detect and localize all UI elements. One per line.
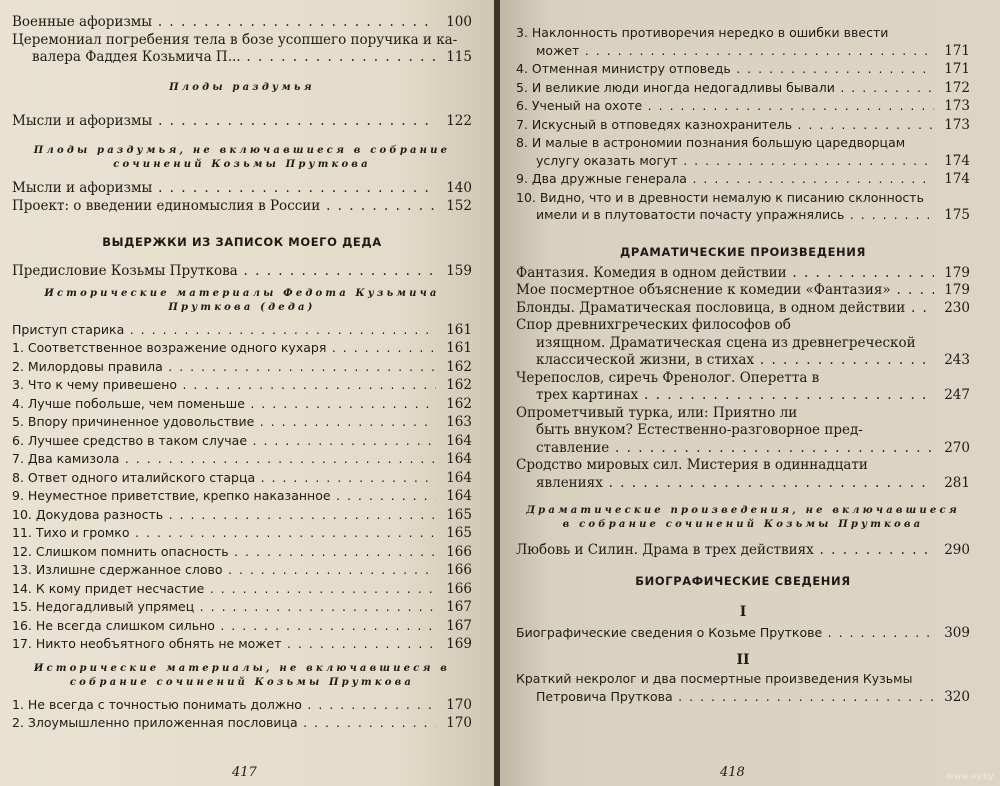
toc-entry: Мысли и афоризмы . . . 122 [12, 113, 472, 131]
toc-entry: 15. Недогадливый упрямец . . . 167 [12, 598, 472, 617]
toc-entry: 17. Никто необъятного обнять не может . . . 169 [12, 635, 472, 654]
toc-entry: 5. Впору причиненное удовольствие . . . 163 [12, 413, 472, 432]
toc-entry: явлениях . . . 281 [516, 475, 970, 493]
toc-entry: 13. Излишне сдержанное слово . . . 166 [12, 561, 472, 580]
toc-list [12, 696, 472, 733]
toc-entry: Мысли и афоризмы . . . 140 [12, 180, 472, 198]
toc-entry: услугу оказать могут . . . 174 [516, 152, 970, 171]
page-number: 417 [232, 765, 257, 780]
toc-entry: может . . . 171 [516, 42, 970, 61]
part-number: II [736, 652, 750, 668]
toc-entry-line: Спор древнихгреческих философов об [516, 317, 791, 333]
right-page [500, 0, 1000, 786]
toc-entry: 2. Злоумышленно приложенная пословица . . . 170 [12, 714, 472, 733]
toc-entry-line: Черепослов, сиречь Френолог. Оперетта в [516, 369, 820, 386]
toc-entry: Биографические сведения о Козьме Пруткове . . . 309 [516, 624, 970, 643]
toc-entry: Мое посмертное объяснение к комедии «Фантазия» . . . 179 [516, 282, 970, 300]
toc-entry: классической жизни, в стихах . . . 243 [516, 352, 970, 370]
part-number: I [739, 603, 747, 620]
section-subheading: Исторические материалы Федота Кузьмича Пруткова (деда) [44, 287, 440, 313]
toc-entry: Любовь и Силин. Драма в трех действиях . . . 290 [516, 542, 970, 560]
toc-entry: Церемониал погребения тела в бозе усопшего поручика и ка- [12, 31, 458, 48]
toc-entry: 9. Неуместное приветствие, крепко наказанное . . . 164 [12, 487, 472, 506]
toc-entry: 11. Тихо и громко . . . 165 [12, 524, 472, 543]
left-page [0, 0, 494, 786]
toc-list [516, 24, 970, 225]
toc-entry-line: 8. И малые в астрономии познания большую царедворцам [516, 135, 906, 150]
toc-entry: Блонды. Драматическая пословица, в одном действии . . . 230 [516, 300, 970, 318]
toc-entry: имели и в плутоватости почасту упражнялись . . . 175 [516, 206, 970, 225]
section-subheading: Исторические материалы, не включавшиеся в собрание сочинений Козьмы Пруткова [33, 662, 451, 688]
toc-entry: 4. Лучше побольше, чем поменьше . . . 162 [12, 395, 472, 414]
toc-entry-line: 10. Видно, что и в древности немалую к писанию склонность [516, 189, 924, 205]
section-heading: БИОГРАФИЧЕСКИЕ СВЕДЕНИЯ [635, 573, 851, 588]
toc-entry: 3. Что к чему привешено . . . 162 [12, 376, 472, 395]
section-heading: ВЫДЕРЖКИ ИЗ ЗАПИСОК МОЕГО ДЕДА [102, 235, 382, 249]
toc-entry: Петровича Пруткова . . . 320 [516, 688, 970, 707]
toc-entry: 1. Не всегда с точностью понимать должно . . . 170 [12, 696, 472, 715]
toc-entry: ставление . . . 270 [516, 440, 970, 458]
toc-entry: 5. И великие люди иногда недогадливы бывали . . . 172 [516, 79, 970, 98]
toc-entry: 12. Слишком помнить опасность . . . 166 [12, 543, 472, 562]
toc-entry: Приступ старика . . . 161 [12, 321, 472, 340]
page-number: 418 [720, 765, 745, 780]
toc-entry: Фантазия. Комедия в одном действии . . . 179 [516, 265, 970, 283]
toc-entry: 6. Лучшее средство в таком случае . . . 164 [12, 432, 472, 451]
toc-entry-line: Сродство мировых сил. Мистерия в одиннадцати [516, 457, 868, 473]
toc-entry-line: 3. Наклонность противоречия нередко в ошибки ввести [516, 25, 889, 40]
toc-list [12, 321, 472, 654]
section-heading: ДРАМАТИЧЕСКИЕ ПРОИЗВЕДЕНИЯ [620, 244, 866, 259]
toc-list [516, 265, 970, 493]
toc-entry: 4. Отменная министру отповедь . . . 171 [516, 60, 970, 79]
toc-entry: 10. Докудова разность . . . 165 [12, 506, 472, 525]
toc-entry: 1. Соответственное возражение одного кухаря . . . 161 [12, 339, 472, 358]
section-subheading: Плоды раздумья [169, 81, 315, 93]
toc-entry: 2. Милордовы правила . . . 162 [12, 358, 472, 377]
section-subheading: Драматические произведения, не включавшиеся в собрание сочинений Козьмы Пруткова [526, 505, 960, 530]
toc-entry: 8. Ответ одного италийского старца . . . 164 [12, 469, 472, 488]
toc-entry: Предисловие Козьмы Пруткова . . . 159 [12, 263, 472, 281]
toc-entry-line: изящном. Драматическая сцена из древнегреческой [536, 334, 916, 351]
toc-entry: трех картинах . . . 247 [516, 387, 970, 405]
watermark: www.ay.by [946, 772, 994, 782]
toc-entry: валера Фаддея Козьмича П... . . . 115 [12, 49, 472, 67]
toc-entry-line: быть внуком? Естественно-разговорное пред- [536, 422, 863, 438]
toc-list [516, 542, 970, 560]
toc-entry-line: Краткий некролог и два посмертные произведения Кузьмы [516, 671, 913, 686]
toc-entry: 7. Два камизола . . . 164 [12, 450, 472, 469]
toc-entry-line: Опрометчивый турка, или: Приятно ли [516, 404, 798, 421]
toc-entry: 16. Не всегда слишком сильно . . . 167 [12, 617, 472, 636]
toc-entry: Военные афоризмы . . . 100 [12, 14, 472, 32]
toc-entry: 14. К кому придет несчастие . . . 166 [12, 580, 472, 599]
toc-entry: 7. Искусный в отповедях казнохранитель . . . 173 [516, 116, 970, 135]
toc-entry: 6. Ученый на охоте . . . 173 [516, 97, 970, 116]
section-subheading: Плоды раздумья, не включавшиеся в собрание сочинений Козьмы Пруткова [33, 145, 451, 170]
toc-entry: 9. Два дружные генерала . . . 174 [516, 170, 970, 189]
toc-entry: Проект: о введении единомыслия в России . . . 152 [12, 198, 472, 216]
